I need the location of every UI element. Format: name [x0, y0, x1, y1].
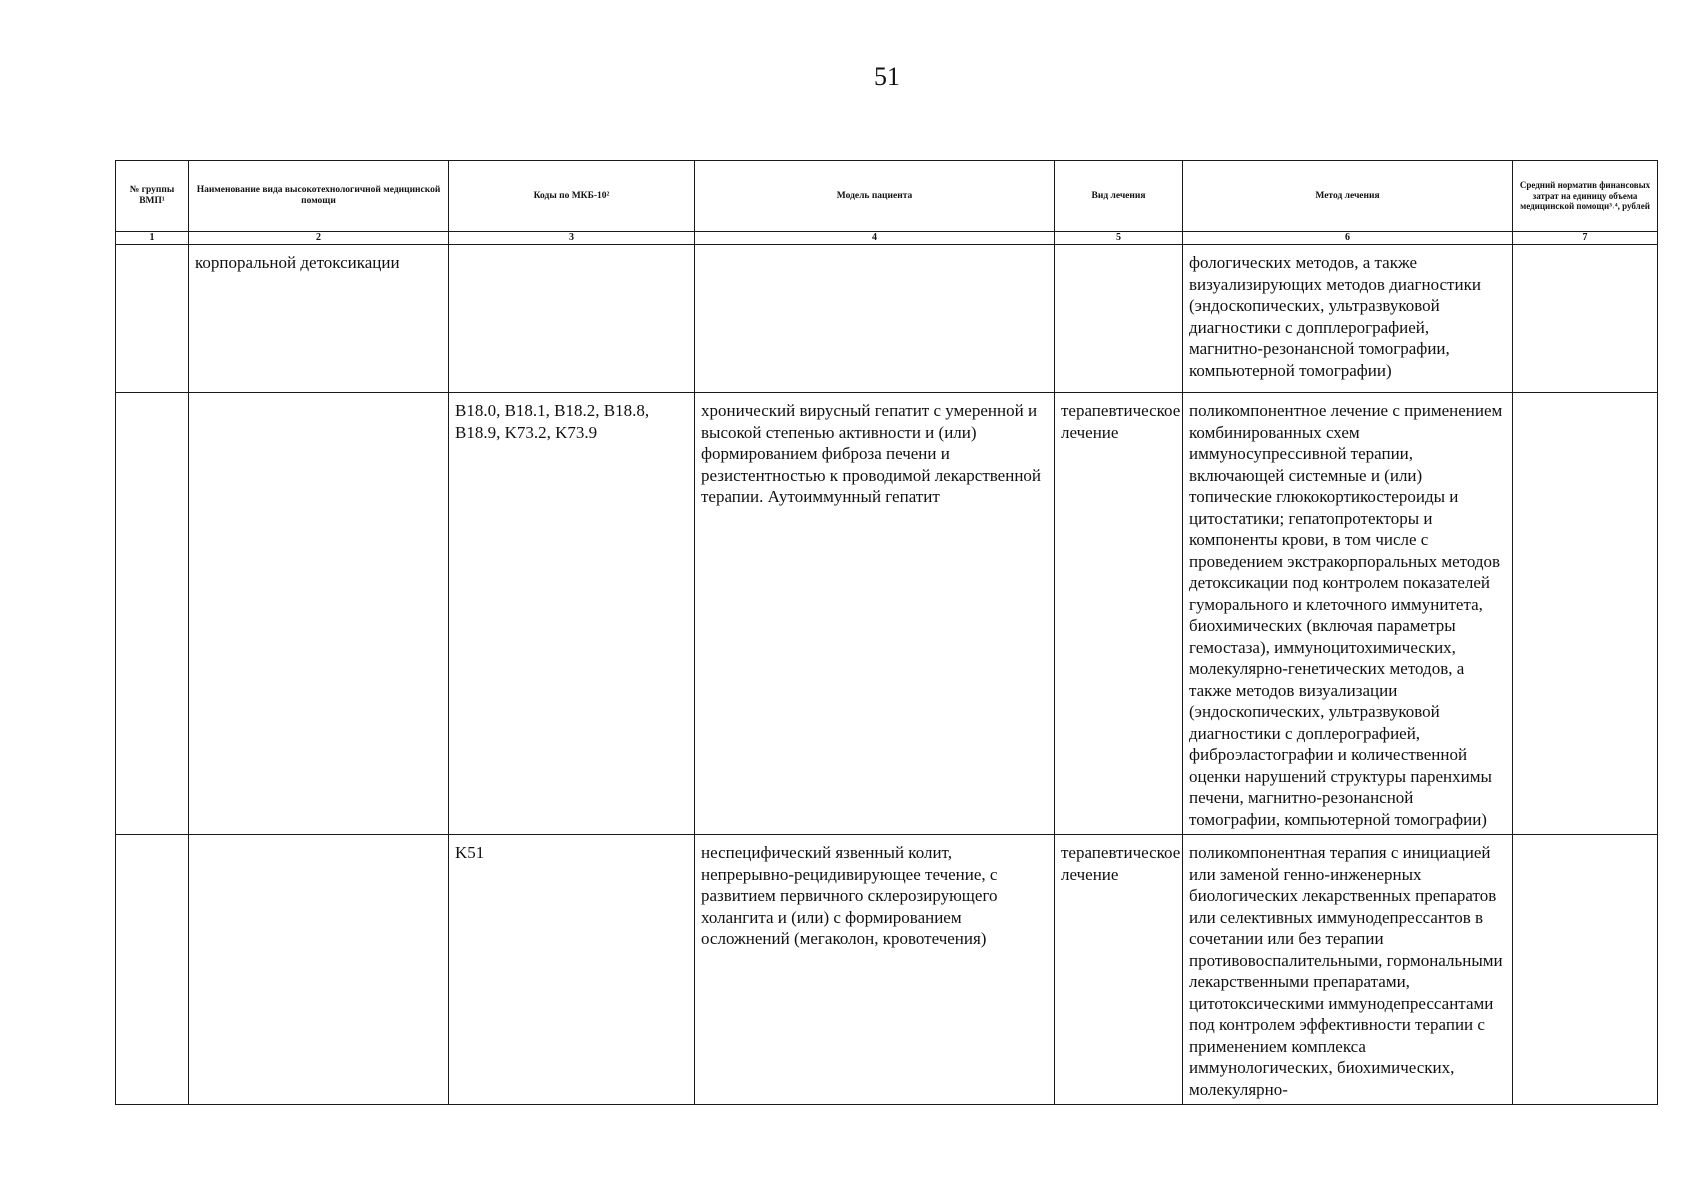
- cell-vmp-name: корпоральной детоксикации: [189, 245, 449, 393]
- cell-treatment-type: терапевтическое лечение: [1055, 393, 1183, 835]
- cell-average-cost: [1513, 393, 1658, 835]
- column-number: 3: [449, 232, 695, 245]
- cell-treatment-method: поликомпонентная терапия с инициацией или заменой генно-инженерных биологических лекарственных препаратов или селективных иммунодепрессантов в сочетании или без терапии противовоспалительными, гормональными лекарственными препаратами, цитотоксическими иммунодепрессантами под контролем эффективности терапии с применением комплекса иммунологических, биохимических, молекулярно-: [1183, 835, 1513, 1105]
- cell-treatment-type: терапевтическое лечение: [1055, 835, 1183, 1105]
- column-number: 7: [1513, 232, 1658, 245]
- cell-average-cost: [1513, 835, 1658, 1105]
- cell-patient-model: [695, 245, 1055, 393]
- cell-icd-codes: K51: [449, 835, 695, 1105]
- cell-group-number: [116, 835, 189, 1105]
- cell-vmp-name: [189, 393, 449, 835]
- cell-patient-model: неспецифический язвенный колит, непрерывно-рецидивирующее течение, с развитием первичного склерозирующего холангита и (или) с формированием осложнений (мегаколон, кровотечения): [695, 835, 1055, 1105]
- table-row: [116, 835, 1658, 1105]
- cell-group-number: [116, 393, 189, 835]
- header-row: [116, 161, 1658, 232]
- header-treatment-method: Метод лечения: [1183, 161, 1513, 232]
- header-icd-codes: Коды по МКБ-10²: [449, 161, 695, 232]
- header-group-number: № группы ВМП¹: [116, 161, 189, 232]
- column-number-row: [116, 232, 1658, 245]
- cell-treatment-method: поликомпонентное лечение с применением комбинированных схем иммуносупрессивной терапии, включающей системные и (или) топические глюкокортикостероиды и цитостатики; гепатопротекторы и компоненты крови, в том числе с проведением экстракорпоральных методов детоксикации под контролем показателей гуморального и клеточного иммунитета, биохимических (включая параметры гемостаза), иммуноцитохимических, молекулярно-генетических методов, а также методов визуализации (эндоскопических, ультразвуковой диагностики с доплерографией, фиброэластографии и количественной оценки нарушений структуры паренхимы печени, магнитно-резонансной томографии, компьютерной томографии): [1183, 393, 1513, 835]
- column-number: 5: [1055, 232, 1183, 245]
- header-patient-model: Модель пациента: [695, 161, 1055, 232]
- cell-group-number: [116, 245, 189, 393]
- cell-vmp-name: [189, 835, 449, 1105]
- column-number: 6: [1183, 232, 1513, 245]
- cell-icd-codes: [449, 245, 695, 393]
- cell-treatment-type: [1055, 245, 1183, 393]
- column-number: 4: [695, 232, 1055, 245]
- table-row: [116, 245, 1658, 393]
- cell-patient-model: хронический вирусный гепатит с умеренной и высокой степенью активности и (или) формированием фиброза печени и резистентностью к проводимой лекарственной терапии. Аутоиммунный гепатит: [695, 393, 1055, 835]
- header-average-cost: Средний норматив финансовых затрат на единицу объема медицинской помощи³˒⁴, рублей: [1513, 161, 1658, 232]
- column-number: 2: [189, 232, 449, 245]
- table-row: [116, 393, 1658, 835]
- cell-icd-codes: B18.0, B18.1, B18.2, B18.8, B18.9, K73.2, K73.9: [449, 393, 695, 835]
- header-treatment-type: Вид лечения: [1055, 161, 1183, 232]
- header-vmp-name: Наименование вида высокотехнологичной медицинской помощи: [189, 161, 449, 232]
- cell-average-cost: [1513, 245, 1658, 393]
- page-number: 51: [874, 62, 900, 91]
- column-number: 1: [116, 232, 189, 245]
- cell-treatment-method: фологических методов, а также визуализирующих методов диагностики (эндоскопических, ультразвуковой диагностики с допплерографией, магнитно-резонансной томографии, компьютерной томографии): [1183, 245, 1513, 393]
- vmp-table: [115, 160, 1658, 1105]
